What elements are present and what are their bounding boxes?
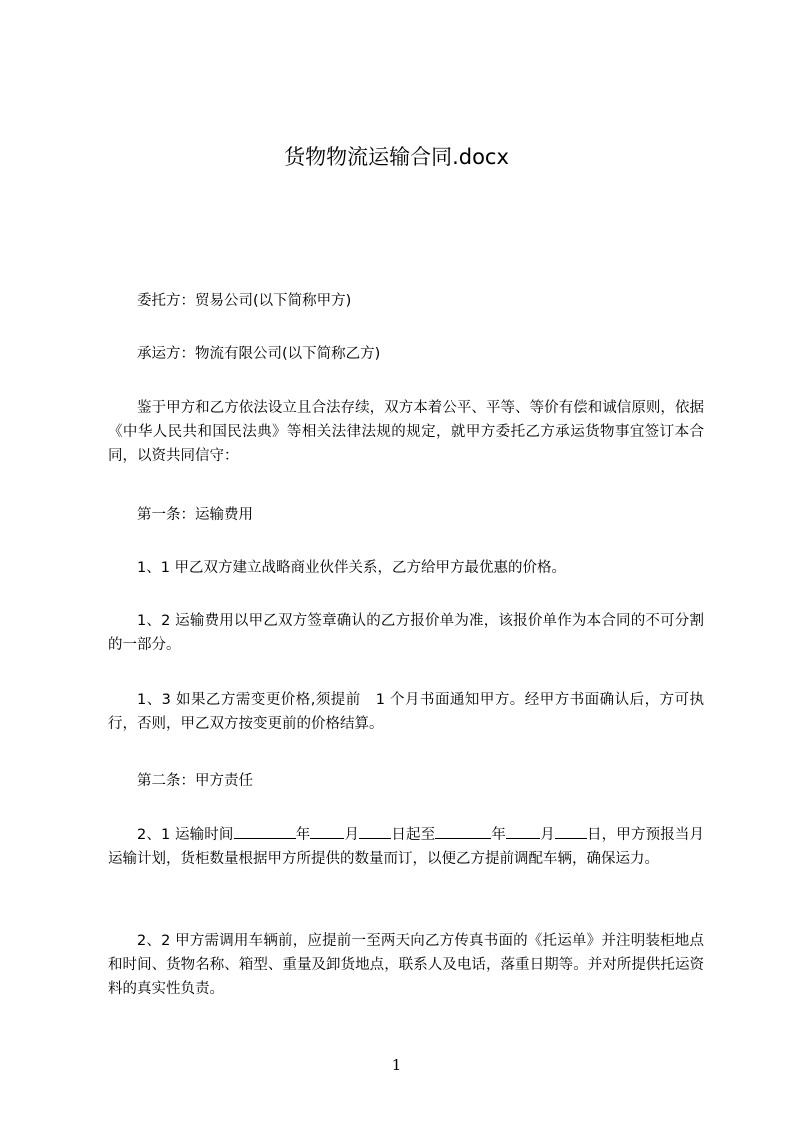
document-title: 货物物流运输合同.docx xyxy=(284,145,509,169)
blank-line xyxy=(359,822,391,839)
page-number: 1 xyxy=(391,1056,402,1074)
article1-clause3: 1、3 如果乙方需变更价格,须提前 1 个月书面通知甲方。经甲方书面确认后，方可执行，否则，甲乙双方按变更前的价格结算。 xyxy=(108,692,704,732)
clause-text: 年 xyxy=(295,827,311,843)
clause-text: 年 xyxy=(491,827,507,843)
blank-line xyxy=(435,822,491,839)
blank-line xyxy=(506,822,540,839)
article1-clause2: 1、2 运输费用以甲乙双方签章确认的乙方报价单为准，该报价单作为本合同的不可分割的一部分。 xyxy=(108,613,704,653)
carrier-party: 承运方：物流有限公司(以下简称乙方) xyxy=(137,346,381,362)
clause-text: 日，甲方预报当月运输计划，货柜数量根据甲方所提供的数量而订，以便乙方提前调配车辆，确保运力。 xyxy=(108,827,705,867)
blank-line xyxy=(234,822,296,839)
article1-clause1: 1、1 甲乙双方建立战略商业伙伴关系，乙方给甲方最优惠的价格。 xyxy=(137,560,567,576)
article2-clause2: 2、2 甲方需调用车辆前，应提前一至两天向乙方传真书面的《托运单》并注明装柜地点和时间、货物名称、箱型、重量及卸货地点，联系人及电话，落重日期等。并对所提供托运资料的真实性负责。 xyxy=(108,933,704,997)
article1-heading: 第一条：运输费用 xyxy=(137,507,253,523)
clause-text: 月 xyxy=(344,827,360,843)
client-party: 委托方：贸易公司(以下简称甲方) xyxy=(137,293,352,309)
article2-heading: 第二条：甲方责任 xyxy=(137,773,253,789)
clause-text: 日起至 xyxy=(391,827,436,843)
clause-text: 2、1 运输时间 xyxy=(137,827,234,843)
blank-line xyxy=(555,822,587,839)
article2-clause1 xyxy=(108,822,704,871)
blank-line xyxy=(310,822,344,839)
preamble-paragraph: 鉴于甲方和乙方依法设立且合法存续，双方本着公平、平等、等价有偿和诚信原则，依据《中华人民共和国民法典》等相关法律法规的规定，就甲方委托乙方承运货物事宜签订本合同，以资共同信守： xyxy=(108,400,704,464)
clause-text: 月 xyxy=(540,827,555,843)
